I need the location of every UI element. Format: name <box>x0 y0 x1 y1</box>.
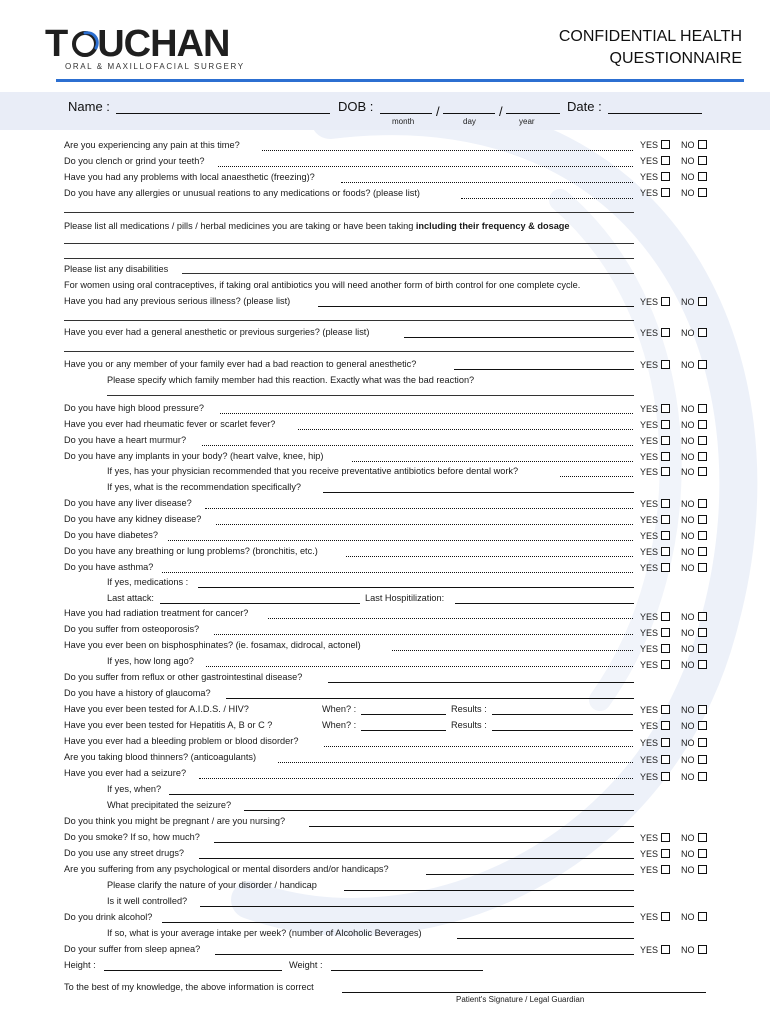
brand-logo <box>45 22 245 76</box>
answer-line[interactable] <box>168 540 633 541</box>
answer-line[interactable] <box>215 954 634 955</box>
yes-no-hepatitis: YES NO <box>640 720 707 733</box>
yes-checkbox[interactable] <box>661 515 670 524</box>
medications-line[interactable] <box>64 258 634 259</box>
yes-no-diabetes: YES NO <box>640 530 707 543</box>
question-controlled: Is it well controlled? <box>107 896 188 906</box>
yes-no-asthma: YES NO <box>640 562 707 575</box>
dob-year-caption: year <box>519 117 535 126</box>
question-murmur: Do you have a heart murmur? <box>64 435 187 445</box>
yes-no-blood-pressure: YES NO <box>640 403 707 416</box>
yes-checkbox[interactable] <box>661 660 670 669</box>
answer-line[interactable] <box>328 682 634 683</box>
no-checkbox[interactable] <box>698 436 707 445</box>
yes-checkbox[interactable] <box>661 705 670 714</box>
question-drugs: Do you use any street drugs? <box>64 848 185 858</box>
dob-day-field[interactable] <box>443 113 495 114</box>
yes-no-breathing: YES NO <box>640 546 707 559</box>
no-checkbox[interactable] <box>698 499 707 508</box>
brand-subtitle: ORAL & MAXILLOFACIAL SURGERY <box>65 62 245 71</box>
question-radiation: Have you had radiation treatment for cancer? <box>64 608 249 618</box>
yes-checkbox[interactable] <box>661 156 670 165</box>
yes-checkbox[interactable] <box>661 467 670 476</box>
yes-checkbox[interactable] <box>661 360 670 369</box>
yes-checkbox[interactable] <box>661 945 670 954</box>
illness-line[interactable] <box>64 320 634 321</box>
reaction-line[interactable] <box>107 395 634 396</box>
dob-label: DOB : <box>338 99 374 114</box>
yes-no-antibiotics: YES NO <box>640 466 707 479</box>
disabilities-line[interactable] <box>182 273 634 274</box>
no-checkbox[interactable] <box>698 849 707 858</box>
question-hepatitis: Have you ever been tested for Hepatitis A, B or C ? <box>64 720 273 730</box>
answer-line[interactable] <box>199 858 634 859</box>
question-asthma: Do you have asthma? <box>64 562 154 572</box>
yes-checkbox[interactable] <box>661 452 670 461</box>
label-hepatitis-when: When? : <box>322 720 357 730</box>
no-checkbox[interactable] <box>698 738 707 747</box>
yes-no-rheumatic: YES NO <box>640 419 707 432</box>
yes-checkbox[interactable] <box>661 833 670 842</box>
question-thinners: Are you taking blood thinners? (anticoagulants) <box>64 752 257 762</box>
answer-line[interactable] <box>244 810 634 811</box>
yes-no-liver: YES NO <box>640 498 707 511</box>
answer-line[interactable] <box>461 198 633 199</box>
question-seizure: Have you ever had a seizure? <box>64 768 187 778</box>
question-seizure-when: If yes, when? <box>107 784 162 794</box>
answer-line[interactable] <box>216 524 633 525</box>
question-reflux: Do you suffer from reflux or other gastrointestinal disease? <box>64 672 303 682</box>
allergies-line[interactable] <box>64 212 634 213</box>
question-psych: Are you suffering from any psychological or mental disorders and/or handicaps? <box>64 864 389 874</box>
question-bleeding: Have you ever had a bleeding problem or blood disorder? <box>64 736 299 746</box>
question-serious-illness: Have you had any previous serious illness? (please list) <box>64 296 291 306</box>
document-title: CONFIDENTIAL HEALTH QUESTIONNAIRE <box>558 28 742 67</box>
question-smoke: Do you smoke? If so, how much? <box>64 832 200 842</box>
yes-checkbox[interactable] <box>661 738 670 747</box>
signature-field[interactable] <box>342 992 706 993</box>
yes-checkbox[interactable] <box>661 547 670 556</box>
answer-line[interactable] <box>262 150 633 151</box>
answer-line[interactable] <box>324 746 633 747</box>
yes-checkbox[interactable] <box>661 644 670 653</box>
surgeries-line[interactable] <box>64 351 634 352</box>
yes-checkbox[interactable] <box>661 772 670 781</box>
yes-no-surgeries: YES NO <box>640 327 707 340</box>
question-surgeries: Have you ever had a general anesthetic or previous surgeries? (please list) <box>64 327 370 337</box>
answer-line[interactable] <box>560 476 633 477</box>
dob-year-field[interactable] <box>506 113 560 114</box>
notice-contraceptives: For women using oral contraceptives, if taking oral antibiotics you will need another form of birth control for one complete cycle. <box>64 280 581 290</box>
label-hepatitis-results: Results : <box>451 720 487 730</box>
question-breathing: Do you have any breathing or lung problems? (bronchitis, etc.) <box>64 546 318 556</box>
yes-no-serious-illness: YES NO <box>640 296 707 309</box>
last-attack-field[interactable] <box>160 603 360 604</box>
yes-checkbox[interactable] <box>661 849 670 858</box>
yes-checkbox[interactable] <box>661 499 670 508</box>
question-blood-pressure: Do you have high blood pressure? <box>64 403 204 413</box>
yes-checkbox[interactable] <box>661 172 670 181</box>
yes-no-kidney: YES NO <box>640 514 707 527</box>
yes-no-family-reaction: YES NO <box>640 359 707 372</box>
yes-no-drugs: YES NO <box>640 848 707 861</box>
yes-no-psych: YES NO <box>640 864 707 877</box>
yes-no-murmur: YES NO <box>640 435 707 448</box>
label-last-hospitalization: Last Hospitilization: <box>365 593 445 603</box>
hepatitis-when-field[interactable] <box>361 730 446 731</box>
question-allergies: Do you have any allergies or unusual reations to any medications or foods? (please list) <box>64 188 420 198</box>
no-checkbox[interactable] <box>698 563 707 572</box>
yes-checkbox[interactable] <box>661 563 670 572</box>
yes-no-radiation: YES NO <box>640 611 707 624</box>
signature-caption: Patient's Signature / Legal Guardian <box>456 995 585 1004</box>
question-asthma-meds: If yes, medications : <box>107 577 189 587</box>
patient-info-band <box>0 92 770 130</box>
question-antibiotics: If yes, has your physician recommended that you receive preventative antibiotics before dental work? <box>107 466 519 476</box>
answer-line[interactable] <box>309 826 634 827</box>
no-checkbox[interactable] <box>698 945 707 954</box>
no-checkbox[interactable] <box>698 515 707 524</box>
question-alcohol-intake: If so, what is your average intake per week? (number of Alcoholic Beverages) <box>107 928 422 938</box>
answer-line[interactable] <box>220 413 633 414</box>
date-field[interactable] <box>608 113 702 114</box>
yes-no-bleeding: YES NO <box>640 737 707 750</box>
answer-line[interactable] <box>162 922 634 923</box>
label-hiv-when: When? : <box>322 704 357 714</box>
no-checkbox[interactable] <box>698 404 707 413</box>
yes-checkbox[interactable] <box>661 628 670 637</box>
dob-separator: / <box>499 104 503 119</box>
question-pregnant: Do you think you might be pregnant / are you nursing? <box>64 816 286 826</box>
no-checkbox[interactable] <box>698 420 707 429</box>
question-kidney: Do you have any kidney disease? <box>64 514 202 524</box>
question-medications: Please list all medications / pills / herbal medicines you are taking or have been taking including their frequency & dosage <box>64 221 570 231</box>
answer-line[interactable] <box>346 556 633 557</box>
dob-month-caption: month <box>392 117 415 126</box>
answer-line[interactable] <box>404 337 634 338</box>
answer-line[interactable] <box>454 369 634 370</box>
yes-no-hiv: YES NO <box>640 704 707 717</box>
no-checkbox[interactable] <box>698 547 707 556</box>
label-hiv-results: Results : <box>451 704 487 714</box>
no-checkbox[interactable] <box>698 172 707 181</box>
date-label: Date : <box>567 99 602 114</box>
no-checkbox[interactable] <box>698 360 707 369</box>
yes-checkbox[interactable] <box>661 721 670 730</box>
question-recommendation: If yes, what is the recommendation specifically? <box>107 482 302 492</box>
no-checkbox[interactable] <box>698 452 707 461</box>
dob-day-caption: day <box>463 117 476 126</box>
yes-no-anaesthetic: YES NO <box>640 171 707 184</box>
answer-line[interactable] <box>205 508 633 509</box>
question-seizure-cause: What precipitated the seizure? <box>107 800 232 810</box>
answer-line[interactable] <box>214 842 634 843</box>
question-family-specify: Please specify which family member had this reaction. Exactly what was the bad reaction? <box>107 375 475 385</box>
no-checkbox[interactable] <box>698 721 707 730</box>
hiv-results-field[interactable] <box>492 714 633 715</box>
question-clench: Do you clench or grind your teeth? <box>64 156 205 166</box>
no-checkbox[interactable] <box>698 912 707 921</box>
brand-o-swirl-icon <box>70 28 100 58</box>
yes-checkbox[interactable] <box>661 531 670 540</box>
no-checkbox[interactable] <box>698 705 707 714</box>
yes-no-pain: YES NO <box>640 139 707 152</box>
yes-checkbox[interactable] <box>661 755 670 764</box>
no-checkbox[interactable] <box>698 140 707 149</box>
no-checkbox[interactable] <box>698 467 707 476</box>
declaration-text: To the best of my knowledge, the above information is correct <box>64 982 314 992</box>
no-checkbox[interactable] <box>698 531 707 540</box>
dob-month-field[interactable] <box>380 113 432 114</box>
yes-checkbox[interactable] <box>661 404 670 413</box>
yes-checkbox[interactable] <box>661 912 670 921</box>
answer-line[interactable] <box>199 778 633 779</box>
question-glaucoma: Do you have a history of glaucoma? <box>64 688 211 698</box>
no-checkbox[interactable] <box>698 612 707 621</box>
question-diabetes: Do you have diabetes? <box>64 530 158 540</box>
question-bisphosphinates: Have you ever been on bisphosphinates? (ie. fosamax, didrocal, actonel) <box>64 640 361 650</box>
height-field[interactable] <box>104 970 282 971</box>
answer-line[interactable] <box>352 461 633 462</box>
no-checkbox[interactable] <box>698 644 707 653</box>
yes-no-thinners: YES NO <box>640 754 707 767</box>
yes-no-smoke: YES NO <box>640 832 707 845</box>
no-checkbox[interactable] <box>698 660 707 669</box>
answer-line[interactable] <box>169 794 634 795</box>
question-pain: Are you experiencing any pain at this time? <box>64 140 240 150</box>
answer-line[interactable] <box>278 762 633 763</box>
no-checkbox[interactable] <box>698 628 707 637</box>
answer-line[interactable] <box>298 429 633 430</box>
medications-line[interactable] <box>64 243 634 244</box>
answer-line[interactable] <box>202 445 633 446</box>
answer-line[interactable] <box>344 890 634 891</box>
header-rule <box>56 79 744 82</box>
answer-line[interactable] <box>268 618 633 619</box>
yes-checkbox[interactable] <box>661 420 670 429</box>
question-implants: Do you have any implants in your body? (heart valve, knee, hip) <box>64 451 324 461</box>
answer-line[interactable] <box>426 874 634 875</box>
yes-checkbox[interactable] <box>661 865 670 874</box>
question-rheumatic: Have you ever had rheumatic fever or scarlet fever? <box>64 419 276 429</box>
yes-checkbox[interactable] <box>661 436 670 445</box>
answer-line[interactable] <box>162 572 633 573</box>
label-weight: Weight : <box>289 960 323 970</box>
yes-checkbox[interactable] <box>661 297 670 306</box>
no-checkbox[interactable] <box>698 328 707 337</box>
answer-line[interactable] <box>226 698 634 699</box>
weight-field[interactable] <box>331 970 483 971</box>
brand-name: T UCHAN <box>45 23 230 65</box>
question-osteoporosis: Do you suffer from osteoporosis? <box>64 624 200 634</box>
name-label: Name : <box>68 99 110 114</box>
question-psych-clarify: Please clarify the nature of your disorder / handicap <box>107 880 317 890</box>
no-checkbox[interactable] <box>698 865 707 874</box>
question-hiv: Have you ever been tested for A.I.D.S. / HIV? <box>64 704 249 714</box>
yes-no-alcohol: YES NO <box>640 911 707 924</box>
yes-checkbox[interactable] <box>661 140 670 149</box>
answer-line[interactable] <box>457 938 634 939</box>
yes-checkbox[interactable] <box>661 612 670 621</box>
answer-line[interactable] <box>198 587 634 588</box>
hepatitis-results-field[interactable] <box>492 730 633 731</box>
answer-line[interactable] <box>214 634 633 635</box>
last-hospitalization-field[interactable] <box>455 603 634 604</box>
yes-checkbox[interactable] <box>661 328 670 337</box>
question-disabilities: Please list any disabilities <box>64 264 169 274</box>
no-checkbox[interactable] <box>698 297 707 306</box>
answer-line[interactable] <box>341 182 633 183</box>
no-checkbox[interactable] <box>698 772 707 781</box>
no-checkbox[interactable] <box>698 188 707 197</box>
yes-no-osteoporosis: YES NO <box>640 627 707 640</box>
yes-checkbox[interactable] <box>661 188 670 197</box>
yes-no-implants: YES NO <box>640 451 707 464</box>
no-checkbox[interactable] <box>698 156 707 165</box>
answer-line[interactable] <box>392 650 633 651</box>
hiv-when-field[interactable] <box>361 714 446 715</box>
yes-no-bisphosphinates: YES NO <box>640 643 707 656</box>
dob-separator: / <box>436 104 440 119</box>
no-checkbox[interactable] <box>698 833 707 842</box>
label-height: Height : <box>64 960 96 970</box>
question-anaesthetic: Have you had any problems with local anaesthetic (freezing)? <box>64 172 315 182</box>
yes-no-how-long: YES NO <box>640 659 707 672</box>
name-field[interactable] <box>116 113 330 114</box>
yes-no-allergies: YES NO <box>640 187 707 200</box>
question-family-reaction: Have you or any member of your family ever had a bad reaction to general anesthetic? <box>64 359 417 369</box>
yes-no-sleep-apnea: YES NO <box>640 944 707 957</box>
yes-no-seizure: YES NO <box>640 771 707 784</box>
answer-line[interactable] <box>318 306 634 307</box>
answer-line[interactable] <box>206 666 633 667</box>
answer-line[interactable] <box>323 492 634 493</box>
answer-line[interactable] <box>200 906 634 907</box>
label-last-attack: Last attack: <box>107 593 154 603</box>
question-alcohol: Do you drink alcohol? <box>64 912 153 922</box>
no-checkbox[interactable] <box>698 755 707 764</box>
yes-no-clench: YES NO <box>640 155 707 168</box>
answer-line[interactable] <box>218 166 633 167</box>
question-how-long: If yes, how long ago? <box>107 656 194 666</box>
question-sleep-apnea: Do your suffer from sleep apnea? <box>64 944 201 954</box>
question-liver: Do you have any liver disease? <box>64 498 192 508</box>
